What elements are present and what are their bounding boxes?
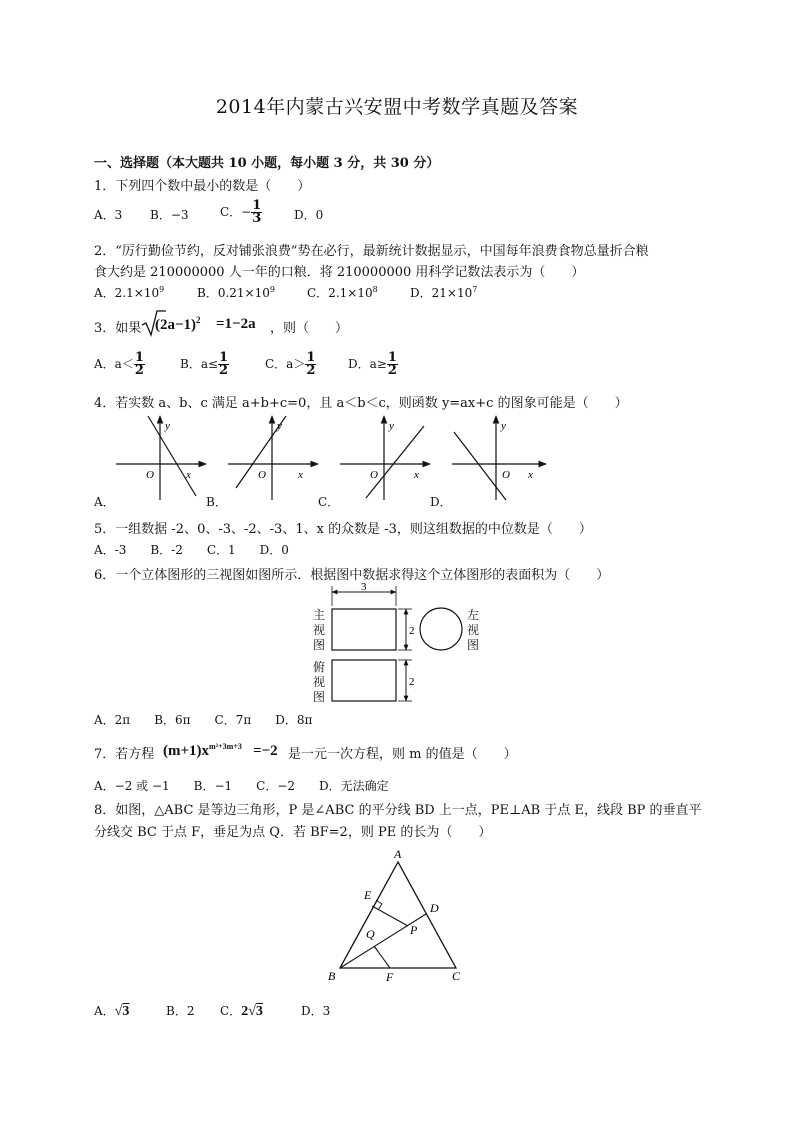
q1-stem: 1．下列四个数中最小的数是（ ）	[94, 179, 311, 194]
fraction-denominator: 2	[306, 363, 316, 378]
q3-option-c	[265, 352, 316, 377]
q3-option-b-label: B．a≤	[180, 357, 219, 371]
q3-square-exp: 2	[196, 315, 201, 325]
q8-option-d: D．3	[301, 1004, 331, 1018]
q2-option-d-exp: 7	[472, 285, 478, 294]
q2-stem-line1: 2．“厉行勤俭节约，反对铺张浪费”势在必行，最新统计数据显示，中国每年浪费食物总量折合粮	[94, 244, 649, 259]
q4-option-d: D．	[430, 495, 452, 509]
q7-stem-prefix: 7．若方程	[94, 747, 155, 762]
axis-x-label: x	[186, 469, 191, 481]
q8-triangle-abc	[340, 862, 456, 968]
q3-option-c-label: C．a＞	[265, 357, 306, 371]
q3-rhs: =1−2a	[216, 316, 256, 332]
q2-stem-line2: 食大约是 210000000 人一年的口粮．将 210000000 用科学记数法表示为（ ）	[94, 265, 585, 280]
q8-option-c-value: 2√3	[241, 1004, 263, 1019]
origin-label: O	[370, 469, 378, 481]
q4-stem: 4．若实数 a、b、c 满足 a+b+c=0，且 a＜b＜c，则函数 y=ax+c 的图象可能是（ ）	[94, 396, 628, 411]
q8-stem-line1: 8．如图，△ABC 是等边三角形，P 是∠ABC 的平分线 BD 上一点，PE⊥AB 于点 E，线段 BP 的垂直平	[94, 803, 702, 818]
q1-option-c	[220, 200, 262, 225]
q3-option-a-fraction	[134, 352, 145, 377]
q8-option-c-label: C．	[220, 1004, 242, 1018]
q1-option-a: A．3	[94, 208, 123, 222]
q8-segment-pe	[372, 906, 408, 926]
q3-stem-prefix: 3．如果	[94, 321, 142, 336]
label-char: 主	[313, 608, 326, 622]
label-char: 视	[467, 623, 480, 637]
q4-line-a	[148, 416, 196, 496]
q2-option-c	[307, 284, 378, 301]
q4-line-c	[366, 426, 424, 498]
q3-option-b	[180, 352, 229, 377]
q7-options: A．−2 或 −1 B．−1 C．−2 D．无法确定	[94, 779, 389, 793]
q8-label-p: P	[410, 923, 418, 937]
origin-label: O	[258, 469, 266, 481]
q4-graph-b	[228, 416, 318, 500]
q7-equation-lhs	[163, 742, 242, 760]
q6-front-view-rect	[332, 609, 396, 650]
q8-label-a: A	[394, 847, 402, 861]
q1-option-b: B．−3	[150, 208, 189, 222]
q8-option-a	[94, 1002, 129, 1020]
q4-graph-d	[452, 416, 546, 500]
q3-option-d	[348, 352, 398, 377]
fraction-numerator: 1	[219, 350, 229, 365]
q3-radicand	[155, 315, 201, 334]
q8-perpendicular-fq	[374, 946, 390, 968]
q6-top-view-rect	[332, 660, 396, 701]
q6-stem: 6．一个立体图形的三视图如图所示．根据图中数据求得这个立体图形的表面积为（ ）	[94, 568, 610, 583]
q6-dim-width: 3	[361, 581, 367, 593]
fraction-denominator: 2	[134, 363, 144, 378]
radicand: 3	[122, 1004, 130, 1019]
q1-option-d: D．0	[294, 208, 324, 222]
section-heading: 一、选择题（本大题共 10 小题，每小题 3 分，共 30 分）	[94, 156, 440, 171]
q3-option-a-label: A．a＜	[94, 357, 134, 371]
fraction-denominator: 2	[219, 363, 229, 378]
q4-graph-c	[340, 416, 430, 500]
q3-option-c-fraction	[305, 352, 316, 377]
q3-radicand-text: (2a−1)	[155, 317, 197, 333]
coefficient: 2	[241, 1004, 249, 1019]
q8-label-b: B	[328, 969, 336, 983]
q2-option-d	[410, 284, 477, 301]
axis-x-label: x	[414, 469, 419, 481]
q4-option-b: B．	[206, 495, 227, 509]
origin-label: O	[502, 469, 510, 481]
fraction-numerator: 1	[252, 198, 262, 213]
radicand: 3	[255, 1004, 263, 1019]
fraction-denominator: 3	[252, 211, 262, 226]
q3-option-b-fraction	[218, 352, 229, 377]
axis-x-label: x	[528, 469, 533, 481]
q1-option-c-fraction	[251, 200, 262, 225]
q3-stem-suffix: ，则（ ）	[270, 321, 349, 336]
label-char: 图	[313, 690, 326, 704]
q7-stem-suffix: 是一元一次方程，则 m 的值是（ ）	[288, 747, 517, 762]
q6-dim-top-height: 2	[409, 676, 415, 688]
q2-option-c-base: C．2.1×10	[307, 286, 373, 300]
q4-graph-options	[110, 412, 550, 504]
q3-option-d-fraction	[387, 352, 398, 377]
q8-option-a-value: √3	[114, 1004, 130, 1019]
label-char: 视	[313, 675, 326, 689]
q7-coef: (m+1)x	[163, 743, 210, 759]
label-char: 俯	[313, 660, 326, 674]
q1-option-c-prefix: C．−	[220, 205, 252, 219]
q8-option-b: B．2	[166, 1004, 195, 1018]
q2-option-b-base: B．0.21×10	[197, 286, 270, 300]
fraction-numerator: 1	[387, 350, 397, 365]
q2-option-b-exp: 9	[269, 285, 275, 294]
origin-label: O	[146, 469, 154, 481]
q4-option-a: A．	[94, 495, 115, 509]
q8-label-f: F	[386, 970, 394, 984]
q6-left-view-circle	[420, 608, 462, 650]
q6-top-view-label	[313, 660, 325, 705]
q3-option-d-label: D．a≥	[348, 357, 387, 371]
q6-dim-front-height: 2	[409, 625, 415, 637]
q3-option-a	[94, 352, 145, 377]
q8-label-q: Q	[366, 927, 375, 941]
q8-option-c	[220, 1002, 263, 1020]
q8-label-d: D	[430, 901, 439, 915]
q4-line-d	[454, 432, 506, 500]
axis-y-label: y	[501, 420, 506, 432]
q2-option-c-exp: 8	[372, 285, 378, 294]
q6-left-view-label	[467, 608, 479, 653]
q5-stem: 5．一组数据 -2、0、-3、-2、-3、1、x 的众数是 -3，则这组数据的中位数是（ ）	[94, 522, 592, 537]
q2-option-a-exp: 9	[159, 285, 165, 294]
axis-y-label: y	[389, 420, 394, 432]
page-title: 2014年内蒙古兴安盟中考数学真题及答案	[215, 96, 579, 118]
label-char: 视	[313, 623, 326, 637]
q8-option-a-label: A．	[94, 1004, 115, 1018]
q2-option-b	[197, 284, 275, 301]
label-char: 图	[313, 638, 326, 652]
q8-stem-line2: 分线交 BC 于点 F，垂足为点 Q．若 BF=2，则 PE 的长为（ ）	[94, 825, 492, 840]
fraction-numerator: 1	[134, 350, 144, 365]
q8-label-e: E	[364, 888, 372, 902]
fraction-numerator: 1	[306, 350, 316, 365]
q5-options: A．-3 B．-2 C．1 D．0	[94, 543, 289, 557]
q7-equation-rhs: =−2	[253, 743, 278, 759]
axis-y-label: y	[277, 420, 282, 432]
q2-option-d-base: D．21×10	[410, 286, 473, 300]
q8-label-c: C	[452, 969, 461, 983]
q6-options: A．2π B．6π C．7π D．8π	[94, 713, 313, 727]
axis-x-label: x	[298, 469, 303, 481]
label-char: 图	[467, 638, 480, 652]
axis-y-label: y	[165, 420, 170, 432]
label-char: 左	[467, 608, 480, 622]
q2-option-a	[94, 284, 164, 301]
q4-graph-a	[116, 416, 206, 500]
fraction-denominator: 2	[387, 363, 397, 378]
q6-front-view-label	[313, 608, 325, 653]
q4-option-c: C．	[318, 495, 340, 509]
q8-triangle-figure	[326, 844, 476, 984]
q7-exponent: m²+3m+3	[209, 742, 242, 751]
q2-option-a-base: A．2.1×10	[94, 286, 160, 300]
